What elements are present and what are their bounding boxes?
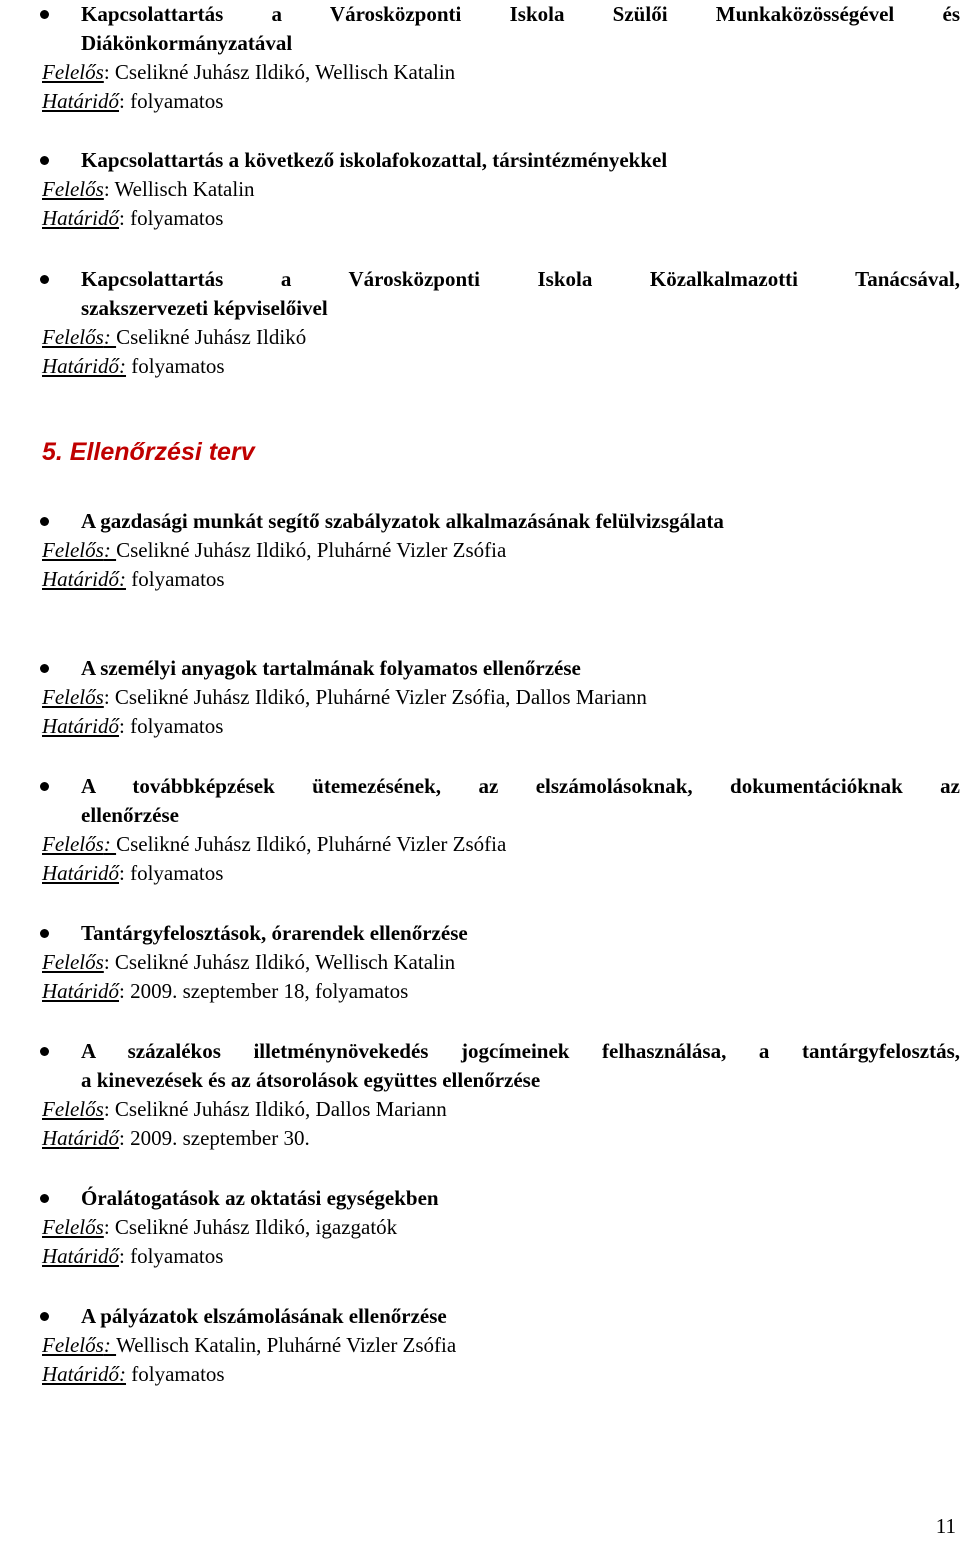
- item-deadline: Határidő: folyamatos: [42, 567, 225, 591]
- item-title-cont: ellenőrzése: [81, 803, 179, 827]
- item-title: Óralátogatások az oktatási egységekben: [81, 1186, 439, 1210]
- item-responsible: Felelős: Cselikné Juhász Ildikó, Pluhárné Vizler Zsófia: [42, 538, 507, 562]
- item-responsible: Felelős: Cselikné Juhász Ildikó, Wellisch Katalin: [42, 950, 456, 974]
- bullet-icon: [40, 1194, 49, 1203]
- item-deadline: Határidő: folyamatos: [42, 714, 224, 738]
- bullet-icon: [40, 1312, 49, 1321]
- item-title: A gazdasági munkát segítő szabályzatok alkalmazásának felülvizsgálata: [81, 509, 724, 533]
- bullet-icon: [40, 1047, 49, 1056]
- page-number: 11: [935, 1514, 956, 1538]
- bullet-icon: [40, 929, 49, 938]
- item-deadline: Határidő: folyamatos: [42, 861, 224, 885]
- item-responsible: Felelős: Cselikné Juhász Ildikó: [42, 325, 307, 349]
- item-deadline: Határidő: folyamatos: [42, 1244, 224, 1268]
- item-responsible: Felelős: Wellisch Katalin, Pluhárné Vizler Zsófia: [42, 1333, 457, 1357]
- bullet-icon: [40, 517, 49, 526]
- bullet-icon: [40, 156, 49, 165]
- item-title: Kapcsolattartás a következő iskolafokozattal, társintézményekkel: [81, 148, 668, 172]
- item-responsible: Felelős: Cselikné Juhász Ildikó, Wellisch Katalin: [42, 60, 456, 84]
- item-title: Kapcsolattartás a Városközponti Iskola Szülői Munkaközösségével és: [81, 2, 960, 26]
- item-deadline: Határidő: folyamatos: [42, 1362, 225, 1386]
- item-deadline: Határidő: 2009. szeptember 30.: [42, 1126, 310, 1150]
- bullet-icon: [40, 10, 49, 19]
- item-deadline: Határidő: folyamatos: [42, 206, 224, 230]
- bullet-icon: [40, 275, 49, 284]
- item-responsible: Felelős: Cselikné Juhász Ildikó, Pluhárné Vizler Zsófia, Dallos Mariann: [42, 685, 647, 709]
- item-title: A százalékos illetménynövekedés jogcímeinek felhasználása, a tantárgyfelosztás,: [81, 1039, 960, 1063]
- item-title-cont: a kinevezések és az átsorolások együttes ellenőrzése: [81, 1068, 541, 1092]
- item-deadline: Határidő: folyamatos: [42, 354, 225, 378]
- item-responsible: Felelős: Cselikné Juhász Ildikó, Dallos Mariann: [42, 1097, 447, 1121]
- bullet-icon: [40, 664, 49, 673]
- item-deadline: Határidő: 2009. szeptember 18, folyamatos: [42, 979, 409, 1003]
- item-title: Tantárgyfelosztások, órarendek ellenőrzése: [81, 921, 468, 945]
- item-title: Kapcsolattartás a Városközponti Iskola Közalkalmazotti Tanácsával,: [81, 267, 960, 291]
- item-title: A pályázatok elszámolásának ellenőrzése: [81, 1304, 447, 1328]
- item-responsible: Felelős: Cselikné Juhász Ildikó, Pluhárné Vizler Zsófia: [42, 832, 507, 856]
- item-title: A továbbképzések ütemezésének, az elszámolásoknak, dokumentációknak az: [81, 774, 960, 798]
- item-title-cont: szakszervezeti képviselőivel: [81, 296, 328, 320]
- item-title: A személyi anyagok tartalmának folyamatos ellenőrzése: [81, 656, 581, 680]
- section-heading: 5. Ellenőrzési terv: [42, 438, 255, 466]
- item-responsible: Felelős: Cselikné Juhász Ildikó, igazgatók: [42, 1215, 398, 1239]
- bullet-icon: [40, 782, 49, 791]
- item-title-cont: Diákönkormányzatával: [81, 31, 293, 55]
- item-responsible: Felelős: Wellisch Katalin: [42, 177, 255, 201]
- item-deadline: Határidő: folyamatos: [42, 89, 224, 113]
